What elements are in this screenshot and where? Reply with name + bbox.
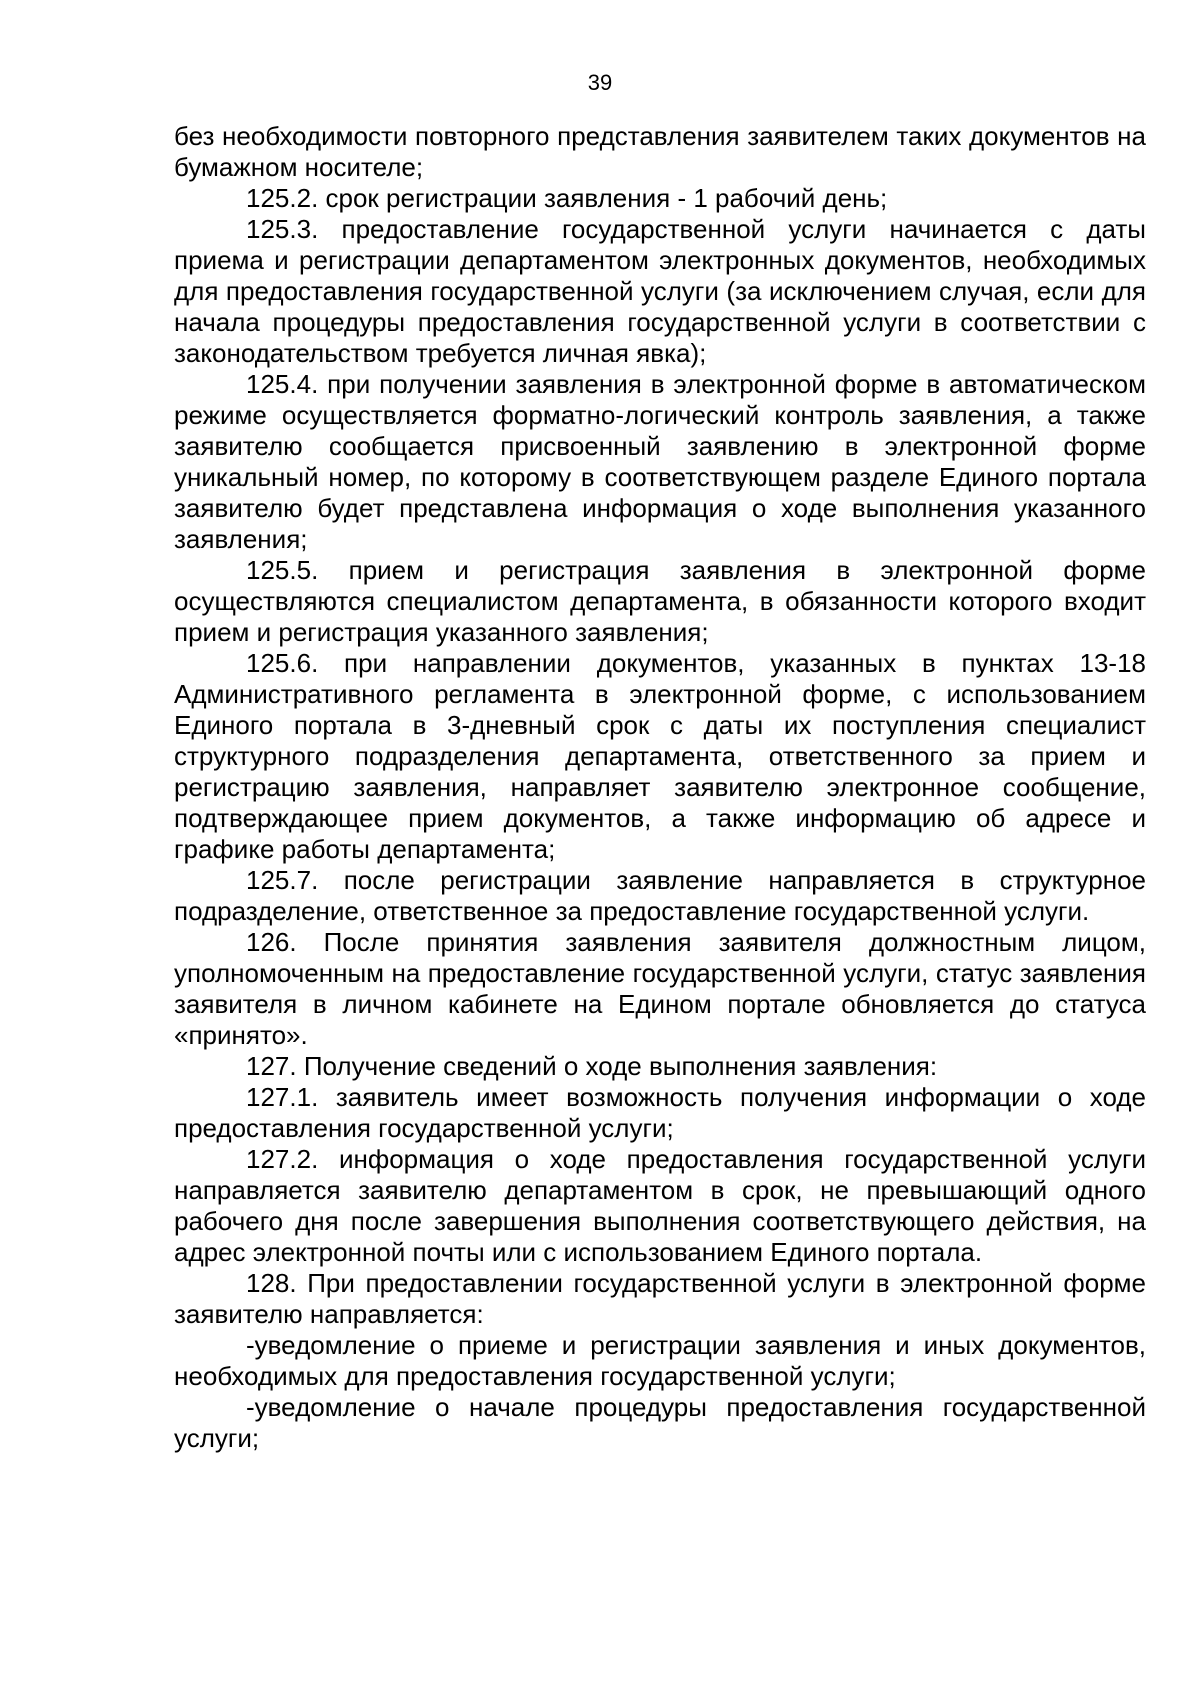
paragraph-125-6: 125.6. при направлении документов, указанных в пунктах 13-18 Административного регламента в электронной форме, с использованием Единого портала в 3-дневный срок с даты их поступления специалист структурного подразделения департамента, ответственного за прием и регистрацию заявления, направляет заявителю электронное сообщение, подтверждающее прием документов, а также информацию об адресе и графике работы департамента; <box>174 648 1146 864</box>
body-text <box>174 121 1146 1454</box>
paragraph-125-4: 125.4. при получении заявления в электронной форме в автоматическом режиме осуществляется форматно-логический контроль заявления, а также заявителю сообщается присвоенный заявлению в электронной форме уникальный номер, по которому в соответствующем разделе Единого портала заявителю будет представлена информация о ходе выполнения указанного заявления; <box>174 369 1146 554</box>
paragraph-125-3: 125.3. предоставление государственной услуги начинается с даты приема и регистрации департаментом электронных документов, необходимых для предоставления государственной услуги (за исключением случая, если для начала процедуры предоставления государственной услуги в соответствии с законодательством требуется личная явка); <box>174 214 1146 368</box>
page-number: 39 <box>587 70 613 95</box>
paragraph-notification-receipt: -уведомление о приеме и регистрации заявления и иных документов, необходимых для предоставления государственной услуги; <box>174 1330 1146 1391</box>
paragraph-125-7: 125.7. после регистрации заявление направляется в структурное подразделение, ответственное за предоставление государственной услуги. <box>174 865 1146 926</box>
paragraph-127-2: 127.2. информация о ходе предоставления государственной услуги направляется заявителю департаментом в срок, не превышающий одного рабочего дня после завершения выполнения соответствующего действия, на адрес электронной почты или с использованием Единого портала. <box>174 1144 1146 1267</box>
paragraph-continuation: без необходимости повторного представления заявителем таких документов на бумажном носителе; <box>174 121 1146 182</box>
paragraph-128: 128. При предоставлении государственной услуги в электронной форме заявителю направляется: <box>174 1268 1146 1329</box>
paragraph-125-2: 125.2. срок регистрации заявления - 1 рабочий день; <box>246 183 888 213</box>
paragraph-127: 127. Получение сведений о ходе выполнения заявления: <box>246 1051 938 1081</box>
paragraph-125-5: 125.5. прием и регистрация заявления в электронной форме осуществляются специалистом департамента, в обязанности которого входит прием и регистрация указанного заявления; <box>174 555 1146 647</box>
paragraph-127-1: 127.1. заявитель имеет возможность получения информации о ходе предоставления государственной услуги; <box>174 1082 1146 1143</box>
paragraph-126: 126. После принятия заявления заявителя должностным лицом, уполномоченным на предоставление государственной услуги, статус заявления заявителя в личном кабинете на Едином портале обновляется до статуса «принято». <box>174 927 1146 1050</box>
paragraph-notification-start: -уведомление о начале процедуры предоставления государственной услуги; <box>174 1392 1146 1453</box>
